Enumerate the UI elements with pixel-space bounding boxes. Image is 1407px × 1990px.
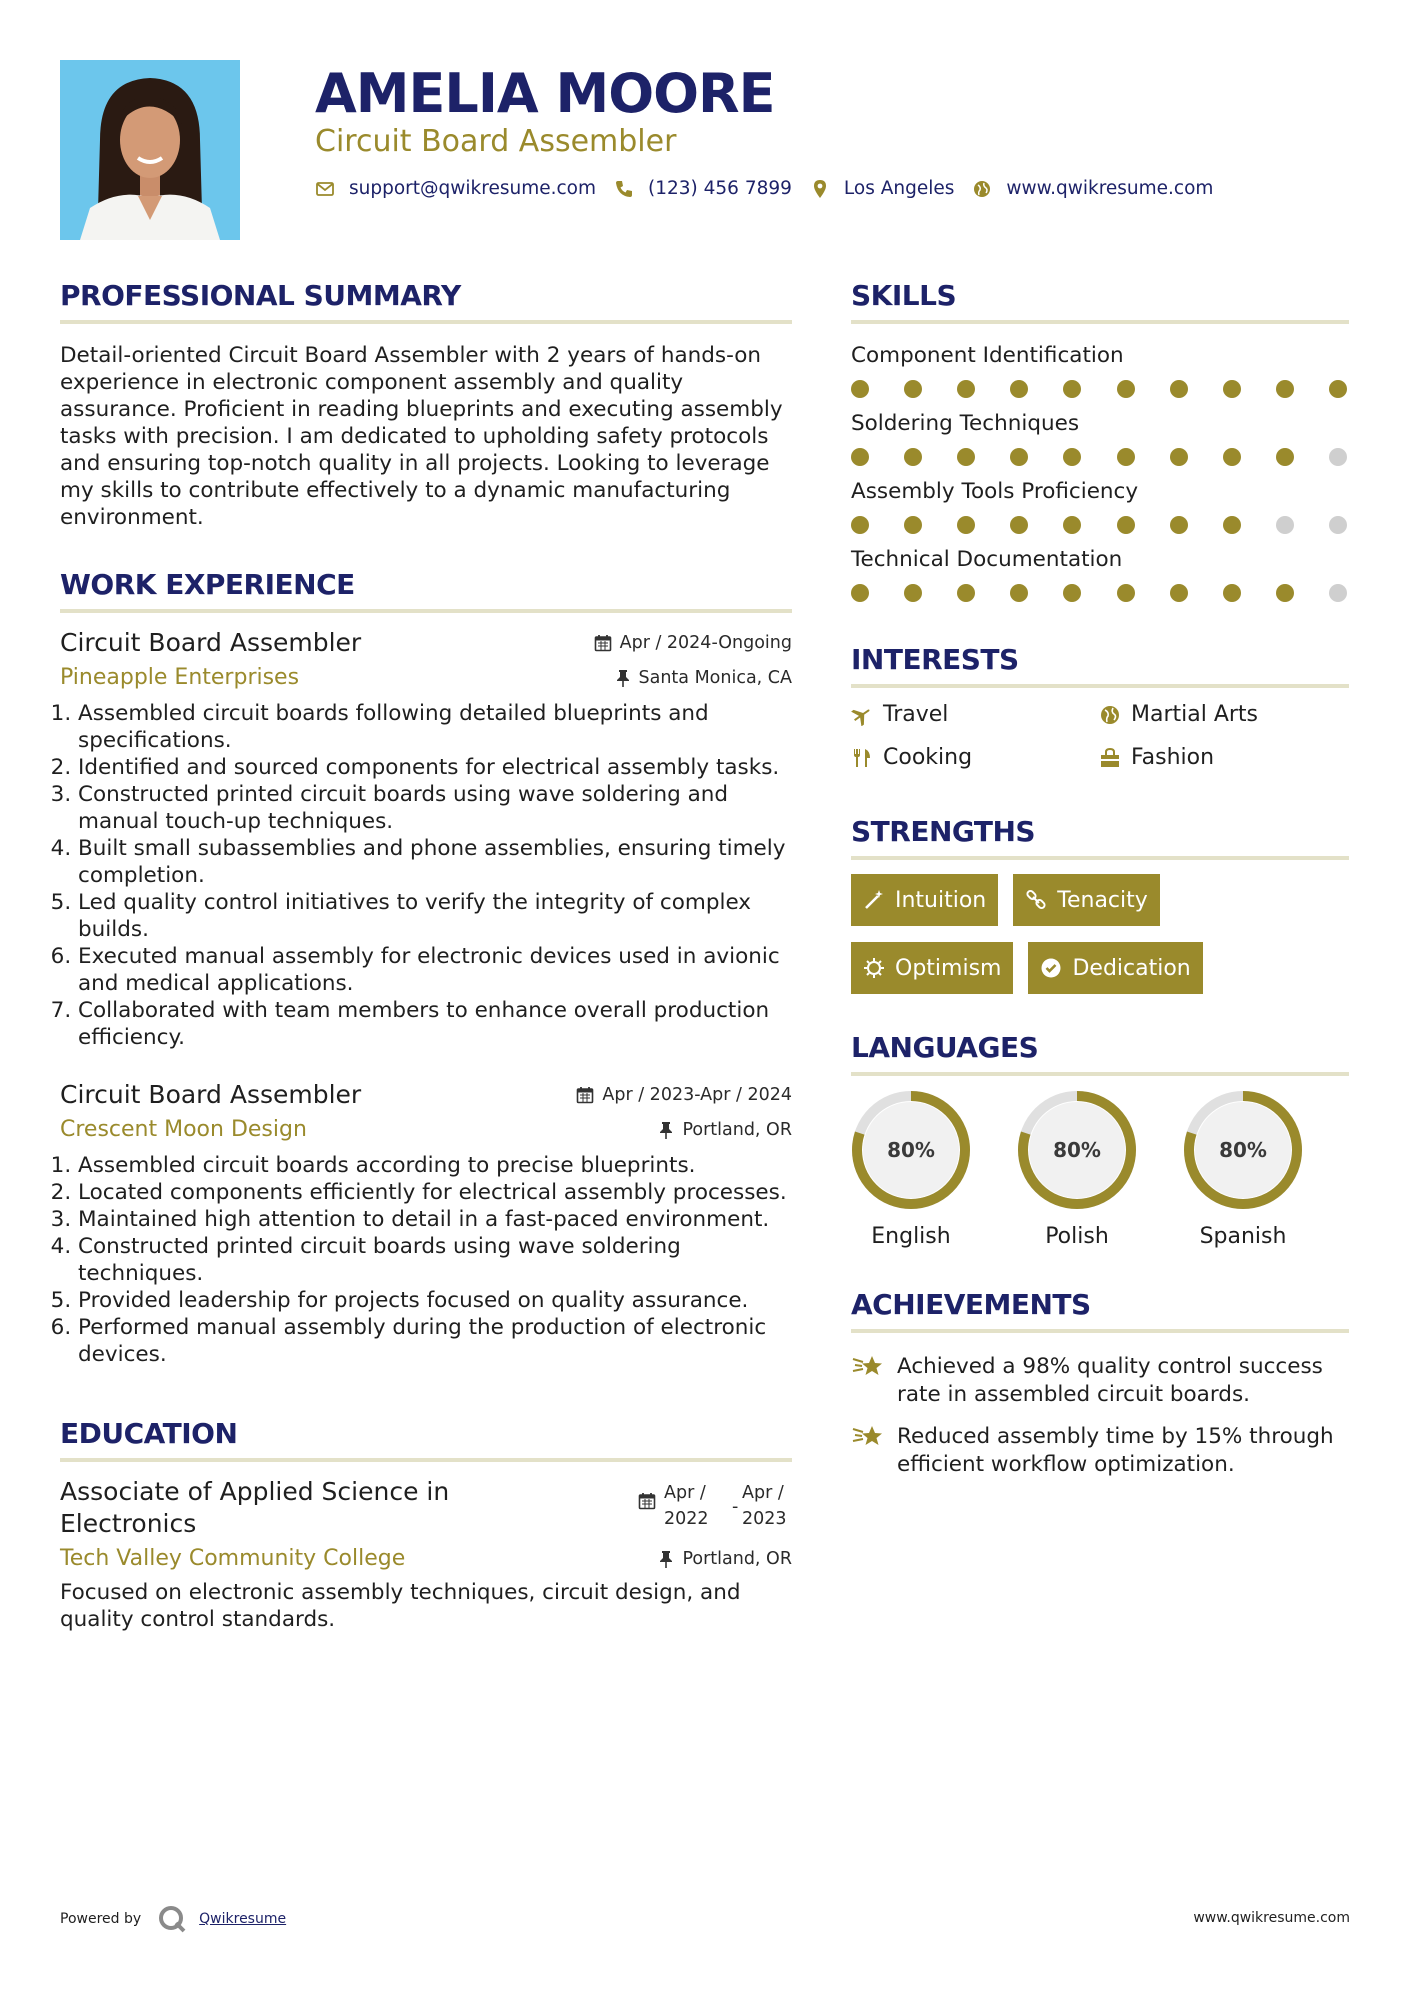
- job-bullets: [60, 700, 792, 1051]
- section-divider: [851, 856, 1349, 860]
- shooting-star-icon: [851, 1353, 885, 1381]
- skill-rating: [851, 514, 1349, 536]
- resume-header: [60, 60, 1350, 240]
- skill-dot-filled: [1063, 516, 1081, 534]
- education-end: Apr / 2023: [742, 1483, 787, 1529]
- skill-dot-filled: [1223, 448, 1241, 466]
- magic-wand-icon: [863, 889, 885, 911]
- languages-heading: LANGUAGES: [851, 1031, 1039, 1064]
- left-column: [60, 278, 792, 1633]
- job-entry: [60, 1079, 792, 1368]
- skill-name: Soldering Techniques: [851, 411, 1080, 436]
- education-heading: EDUCATION: [60, 1417, 238, 1450]
- candidate-title: Circuit Board Assembler: [315, 124, 677, 159]
- pushpin-icon: [658, 1121, 674, 1139]
- language-percent: 80%: [1219, 1138, 1267, 1162]
- skill-dot-filled: [904, 584, 922, 602]
- strength-badge: Dedication: [1028, 942, 1202, 994]
- skill-dot-filled: [1063, 448, 1081, 466]
- skill-item: [851, 478, 1349, 536]
- job-dates: Apr / 2023-Apr / 2024: [576, 1085, 792, 1105]
- shopping-bag-icon: [1099, 747, 1121, 769]
- achievement-item: Reduced assembly time by 15% through efficient workflow optimization.: [851, 1423, 1349, 1479]
- sun-icon: [863, 957, 885, 979]
- skill-dot-empty: [1329, 584, 1347, 602]
- skill-dot-filled: [904, 448, 922, 466]
- skill-dot-filled: [957, 380, 975, 398]
- job-dates: Apr / 2024-Ongoing: [594, 633, 792, 653]
- right-column: [851, 278, 1349, 1493]
- shooting-star-icon: [851, 1423, 885, 1451]
- company-name: Pineapple Enterprises: [60, 665, 300, 690]
- skill-dot-filled: [957, 448, 975, 466]
- globe-icon: [972, 179, 992, 199]
- education-description: Focused on electronic assembly techniques, circuit design, and quality control standards.: [60, 1580, 741, 1632]
- skill-dot-filled: [1063, 380, 1081, 398]
- section-divider: [60, 609, 792, 613]
- skill-name: Component Identification: [851, 343, 1124, 368]
- contact-email[interactable]: [315, 178, 596, 199]
- globe-icon: [1099, 704, 1121, 726]
- date-separator: -: [732, 1497, 739, 1517]
- skill-dot-filled: [1170, 584, 1188, 602]
- contact-location: [810, 178, 955, 199]
- language-ring: [1017, 1090, 1137, 1210]
- section-divider: [60, 1458, 792, 1462]
- language-item: [851, 1090, 971, 1249]
- strength-badge: Optimism: [851, 942, 1013, 994]
- skill-item: [851, 546, 1349, 604]
- strength-badge: Tenacity: [1013, 874, 1160, 926]
- skill-dot-filled: [851, 380, 869, 398]
- skill-dot-filled: [1063, 584, 1081, 602]
- skill-dot-empty: [1329, 516, 1347, 534]
- contact-email-text: support@qwikresume.com: [349, 178, 596, 199]
- degree-title: Associate of Applied Science in Electronics: [60, 1477, 450, 1538]
- skill-rating: [851, 582, 1349, 604]
- candidate-name: AMELIA MOORE: [315, 62, 775, 125]
- skill-dot-filled: [1329, 380, 1347, 398]
- envelope-icon: [315, 179, 335, 199]
- job-location: Santa Monica, CA: [615, 668, 793, 688]
- contact-location-text: Los Angeles: [843, 178, 955, 199]
- summary-section: [60, 278, 792, 531]
- skill-rating: [851, 446, 1349, 468]
- skills-section: [851, 278, 1349, 604]
- contact-website[interactable]: [972, 178, 1213, 199]
- check-circle-icon: [1040, 957, 1062, 979]
- skill-dot-filled: [1117, 380, 1135, 398]
- calendar-icon: [638, 1492, 656, 1510]
- language-percent: 80%: [1053, 1138, 1101, 1162]
- list-item: 6. Performed manual assembly during the production of electronic devices.: [78, 1314, 792, 1368]
- interest-item: Fashion: [1099, 745, 1347, 770]
- skill-dot-filled: [904, 516, 922, 534]
- calendar-icon: [594, 634, 612, 652]
- company-name: Crescent Moon Design: [60, 1117, 307, 1142]
- job-location: Portland, OR: [658, 1120, 792, 1140]
- pushpin-icon: [658, 1550, 674, 1568]
- skill-dot-filled: [1117, 516, 1135, 534]
- plane-icon: [851, 704, 873, 726]
- experience-heading: WORK EXPERIENCE: [60, 568, 355, 601]
- strengths-heading: STRENGTHS: [851, 815, 1036, 848]
- contact-website-text: www.qwikresume.com: [1006, 178, 1214, 199]
- section-divider: [851, 320, 1349, 324]
- list-item: 1. Assembled circuit boards following detailed blueprints and specifications.: [78, 700, 792, 754]
- list-item: 3. Maintained high attention to detail in a fast-paced environment.: [78, 1206, 792, 1233]
- powered-by-label: Powered by: [60, 1911, 142, 1927]
- skill-dot-filled: [1117, 448, 1135, 466]
- education-location: Portland, OR: [658, 1549, 792, 1569]
- list-item: 3. Constructed printed circuit boards using wave soldering and manual touch-up techniques.: [78, 781, 792, 835]
- skill-dot-filled: [1010, 380, 1028, 398]
- skill-rating: [851, 378, 1349, 400]
- skill-dot-filled: [957, 584, 975, 602]
- skill-dot-filled: [957, 516, 975, 534]
- section-divider: [60, 320, 792, 324]
- section-divider: [851, 1072, 1349, 1076]
- job-title: Circuit Board Assembler: [60, 1080, 362, 1109]
- utensils-icon: [851, 747, 873, 769]
- skill-dot-filled: [1223, 516, 1241, 534]
- job-entry: [60, 627, 792, 1051]
- skill-dot-filled: [1223, 584, 1241, 602]
- job-title: Circuit Board Assembler: [60, 628, 362, 657]
- skill-dot-filled: [1010, 516, 1028, 534]
- qwikresume-link[interactable]: Qwikresume: [199, 1911, 287, 1927]
- language-item: [1017, 1090, 1137, 1249]
- list-item: 2. Located components efficiently for electrical assembly processes.: [78, 1179, 792, 1206]
- skill-dot-filled: [851, 448, 869, 466]
- skill-dot-filled: [1010, 448, 1028, 466]
- skill-dot-empty: [1329, 448, 1347, 466]
- skill-dot-filled: [904, 380, 922, 398]
- language-name: Polish: [1045, 1224, 1109, 1249]
- list-item: 1. Assembled circuit boards according to precise blueprints.: [78, 1152, 792, 1179]
- language-ring: [1183, 1090, 1303, 1210]
- page-footer: [60, 1896, 1350, 1936]
- language-name: English: [871, 1224, 951, 1249]
- skill-dot-filled: [1117, 584, 1135, 602]
- skill-dot-filled: [1170, 380, 1188, 398]
- education-start: Apr / 2022: [664, 1483, 709, 1529]
- skill-item: [851, 342, 1349, 400]
- summary-heading: PROFESSIONAL SUMMARY: [60, 279, 461, 312]
- skill-dot-filled: [1276, 584, 1294, 602]
- profile-photo: [60, 60, 240, 240]
- interest-item: Travel: [851, 702, 1099, 727]
- contact-phone-text: (123) 456 7899: [648, 178, 792, 199]
- skill-dot-filled: [1276, 448, 1294, 466]
- contact-bar: [315, 178, 1231, 199]
- list-item: 4. Built small subassemblies and phone assemblies, ensuring timely completion.: [78, 835, 792, 889]
- skill-name: Technical Documentation: [851, 547, 1123, 572]
- school-name: Tech Valley Community College: [60, 1546, 406, 1571]
- strengths-section: [851, 814, 1349, 994]
- language-ring: [851, 1090, 971, 1210]
- skill-dot-filled: [1170, 448, 1188, 466]
- list-item: 7. Collaborated with team members to enhance overall production efficiency.: [78, 997, 792, 1051]
- skill-dot-filled: [851, 584, 869, 602]
- education-dates: [638, 1480, 792, 1532]
- strength-badge: Intuition: [851, 874, 998, 926]
- list-item: 4. Constructed printed circuit boards using wave soldering techniques.: [78, 1233, 792, 1287]
- skill-dot-filled: [1223, 380, 1241, 398]
- section-divider: [851, 1329, 1349, 1333]
- achievement-item: Achieved a 98% quality control success rate in assembled circuit boards.: [851, 1353, 1349, 1409]
- skill-dot-filled: [1010, 584, 1028, 602]
- list-item: 5. Provided leadership for projects focused on quality assurance.: [78, 1287, 792, 1314]
- list-item: 5. Led quality control initiatives to verify the integrity of complex builds.: [78, 889, 792, 943]
- interests-heading: INTERESTS: [851, 643, 1019, 676]
- experience-section: [60, 567, 792, 1368]
- language-item: [1183, 1090, 1303, 1249]
- pushpin-icon: [615, 669, 631, 687]
- powered-by: [60, 1904, 286, 1934]
- phone-icon: [614, 179, 634, 199]
- skill-dot-filled: [851, 516, 869, 534]
- skill-dot-empty: [1276, 516, 1294, 534]
- skill-dot-filled: [1276, 380, 1294, 398]
- language-percent: 80%: [887, 1138, 935, 1162]
- calendar-icon: [576, 1086, 594, 1104]
- education-section: [60, 1416, 792, 1633]
- link-icon: [1025, 889, 1047, 911]
- list-item: 2. Identified and sourced components for electrical assembly tasks.: [78, 754, 792, 781]
- interests-section: [851, 642, 1349, 770]
- achievements-section: [851, 1287, 1349, 1479]
- section-divider: [851, 684, 1349, 688]
- contact-phone[interactable]: [614, 178, 792, 199]
- interest-item: Cooking: [851, 745, 1099, 770]
- languages-section: [851, 1030, 1349, 1249]
- skill-name: Assembly Tools Proficiency: [851, 479, 1139, 504]
- job-bullets: [60, 1152, 792, 1368]
- skills-heading: SKILLS: [851, 279, 957, 312]
- achievements-heading: ACHIEVEMENTS: [851, 1288, 1091, 1321]
- footer-website[interactable]: www.qwikresume.com: [1193, 1910, 1350, 1926]
- qwikresume-logo-icon: [157, 1904, 187, 1934]
- summary-text: Detail-oriented Circuit Board Assembler with 2 years of hands-on experience in electronic component assembly and quality assurance. Proficient in reading blueprints and executing assembly tasks with precision. I am dedicated to upholding safety protocols and ensuring top-notch quality in all projects. Looking to leverage my skills to contribute effectively to a dynamic manufacturing environment.: [60, 343, 783, 530]
- skill-item: [851, 410, 1349, 468]
- language-name: Spanish: [1199, 1224, 1287, 1249]
- list-item: 6. Executed manual assembly for electronic devices used in avionic and medical applications.: [78, 943, 792, 997]
- interest-item: Martial Arts: [1099, 702, 1347, 727]
- skill-dot-filled: [1170, 516, 1188, 534]
- map-pin-icon: [810, 179, 830, 199]
